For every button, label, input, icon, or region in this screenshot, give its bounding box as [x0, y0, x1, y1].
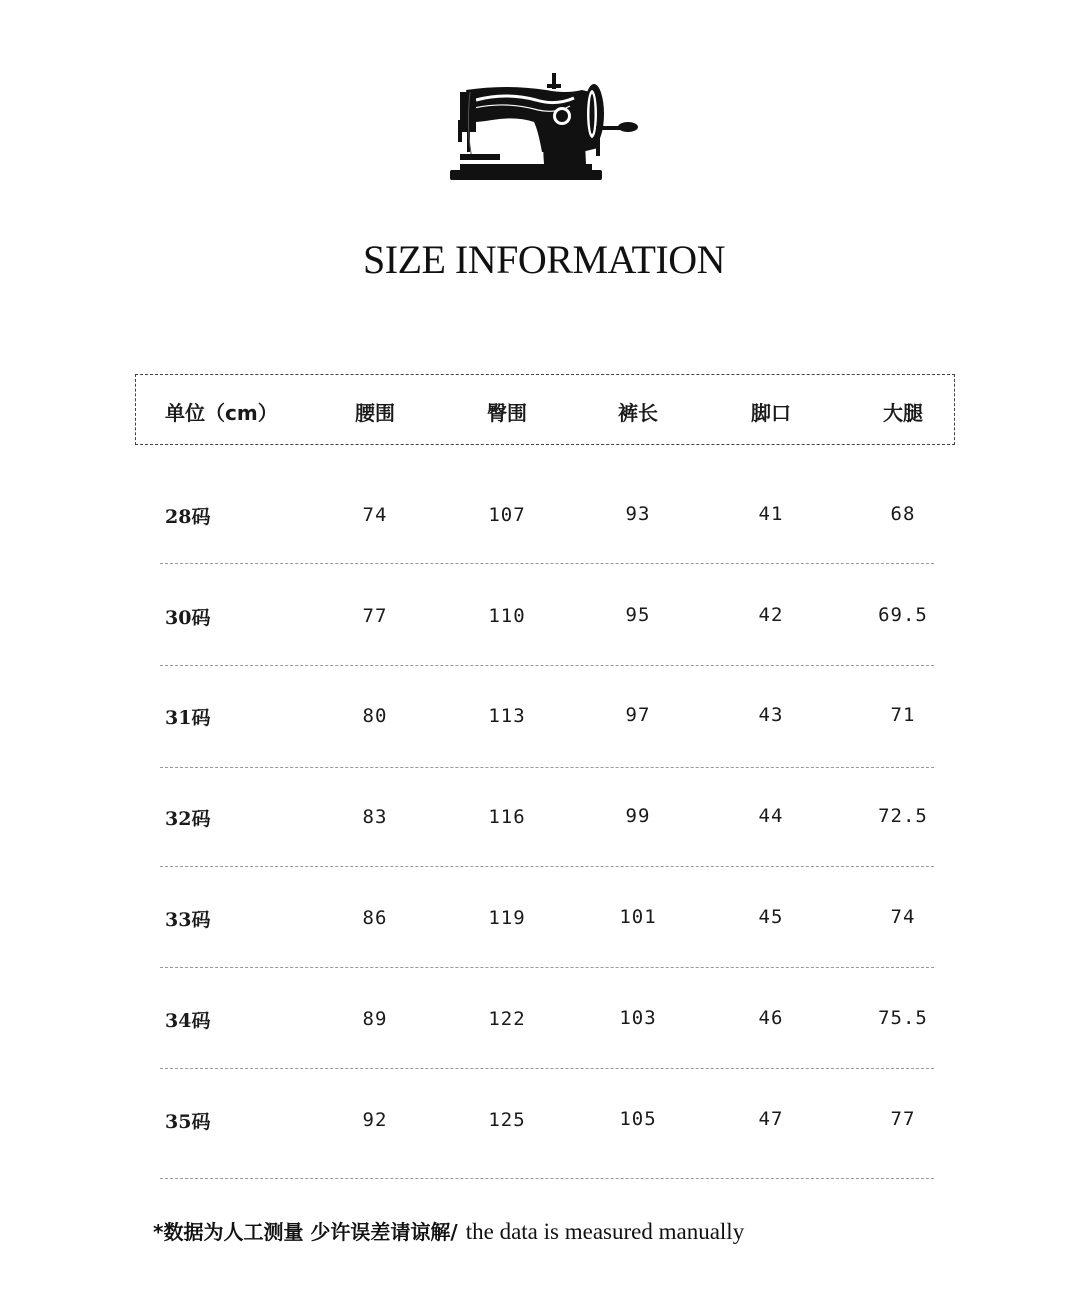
row-divider	[160, 967, 934, 968]
table-cell: 44	[758, 805, 784, 827]
table-cell: 110	[488, 605, 526, 627]
table-cell: 116	[488, 806, 526, 828]
table-cell: 77	[362, 605, 388, 627]
table-cell: 93	[625, 503, 651, 525]
table-cell: 83	[362, 806, 388, 828]
table-cell: 46	[758, 1007, 784, 1029]
table-cell: 113	[488, 705, 526, 727]
row-divider	[160, 767, 934, 768]
table-cell: 45	[758, 906, 784, 928]
table-cell: 107	[488, 504, 526, 526]
row-divider	[160, 866, 934, 867]
footnote	[153, 1216, 744, 1245]
table-cell: 80	[362, 705, 388, 727]
table-cell: 86	[362, 907, 388, 929]
table-cell: 122	[488, 1008, 526, 1030]
row-divider	[160, 1178, 934, 1179]
header-length: 裤长	[618, 401, 658, 425]
row-size-label: 28码	[165, 506, 211, 528]
table-cell: 74	[890, 906, 916, 928]
table-cell: 103	[619, 1007, 657, 1029]
table-cell: 68	[890, 503, 916, 525]
page-title: SIZE INFORMATION	[363, 237, 725, 282]
table-cell: 71	[890, 704, 916, 726]
table-cell: 75.5	[878, 1007, 928, 1029]
row-size-label: 32码	[165, 808, 211, 830]
table-cell: 119	[488, 907, 526, 929]
table-cell: 42	[758, 604, 784, 626]
table-cell: 47	[758, 1108, 784, 1130]
row-size-label: 30码	[165, 607, 211, 629]
table-cell: 77	[890, 1108, 916, 1130]
table-cell: 95	[625, 604, 651, 626]
header-leg-opening: 脚口	[751, 401, 791, 425]
footnote-en: the data is measured manually	[465, 1219, 745, 1244]
header-unit: 单位（cm）	[165, 401, 278, 425]
table-cell: 99	[625, 805, 651, 827]
table-cell: 97	[625, 704, 651, 726]
header-hip: 臀围	[487, 401, 527, 425]
row-size-label: 34码	[165, 1010, 211, 1032]
table-cell: 43	[758, 704, 784, 726]
row-divider	[160, 563, 934, 564]
table-cell: 101	[619, 906, 657, 928]
row-divider	[160, 665, 934, 666]
header-thigh: 大腿	[883, 401, 923, 425]
table-cell: 74	[362, 504, 388, 526]
row-size-label: 31码	[165, 707, 211, 729]
row-size-label: 35码	[165, 1111, 211, 1133]
table-cell: 41	[758, 503, 784, 525]
footnote-cn: *数据为人工测量 少许误差请谅解/	[153, 1220, 458, 1244]
table-cell: 69.5	[878, 604, 928, 626]
sewing-machine-icon	[446, 70, 642, 186]
table-cell: 72.5	[878, 805, 928, 827]
row-divider	[160, 1068, 934, 1069]
table-cell: 89	[362, 1008, 388, 1030]
table-cell: 105	[619, 1108, 657, 1130]
table-cell: 92	[362, 1109, 388, 1131]
table-cell: 125	[488, 1109, 526, 1131]
header-waist: 腰围	[355, 401, 395, 425]
row-size-label: 33码	[165, 909, 211, 931]
